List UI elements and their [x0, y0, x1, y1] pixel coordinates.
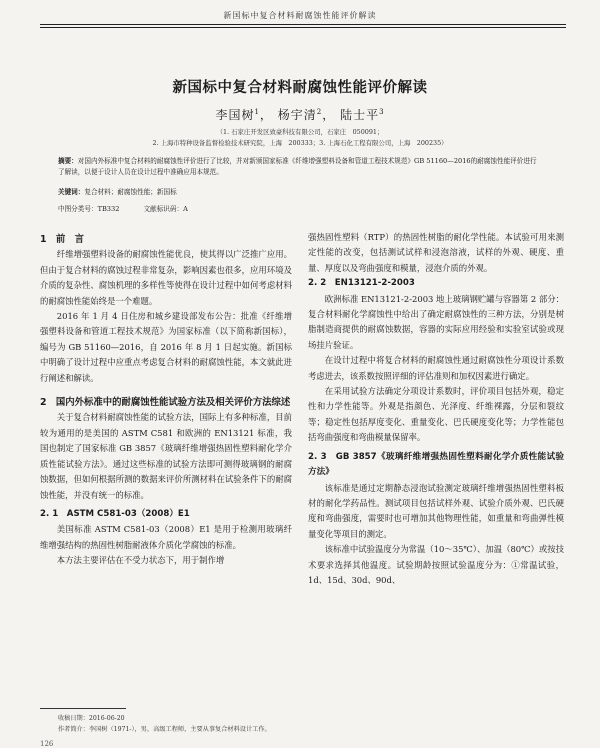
footnote-received: 收稿日期：2016-06-20 — [58, 715, 125, 722]
paragraph: 2016 年 1 月 4 日住房和城乡建设部发布公告：批准《纤维增强塑料设备和管道工程技术规范》为国家标准（以下简称新国标），编号为 GB 51160—2016，自 2016 年 8 月 1 日起实施。新国标中明确了设计过程中应重点考虑复合材料的耐腐蚀性能，本文就此进行阐述和解读。 — [40, 311, 292, 383]
paragraph: 纤维增强塑料设备的耐腐蚀性能优良，使其得以广泛推广应用。但由于复合材料的腐蚀过程非常复杂，影响因素也很多，应用环境及介质的复杂性、腐蚀机理的多样性等使得在设计过程中如何考虑材料的耐腐蚀性能始终是一个难题。 — [40, 249, 292, 306]
author-name: 杨宇清 — [277, 108, 317, 122]
abstract-label: 摘要： — [58, 157, 78, 165]
article-title: 新国标中复合材料耐腐蚀性能评价解读 — [172, 80, 428, 96]
footnote-author: 作者简介：李国树（1971-），男，高级工程师，主要从事复合材料设计工作。 — [58, 726, 271, 733]
paragraph: 该标准中试验温度分为常温（10～35℃）、加温（80℃）或按技术要求选择其他温度。试验期龄按照试验温度分为：①常温试验，1d、15d、30d、90d、 — [308, 544, 564, 585]
footnote-rule — [40, 708, 126, 709]
right-column — [308, 230, 564, 588]
author-name: 李国树 — [215, 108, 255, 122]
paragraph: 本方法主要评估在不受力状态下，用于制作增 — [56, 555, 225, 566]
paragraph: 在采用试验方法确定分项设计系数时，评价项目包括外观，稳定性和力学性能等。外观是指颜色、光泽度、纤维裸露，分层和裂纹等；稳定性包括厚度变化、重量变化、巴氏硬度变化等；力学性能包括弯曲强度和弯曲模量保留率。 — [308, 386, 564, 443]
paragraph: 在设计过程中将复合材料的耐腐蚀性通过耐腐蚀性分项设计系数考虑进去，该系数按照评细的评估准则和加权因素进行确定。 — [308, 355, 564, 381]
section-heading: 2 国内外标准中的耐腐蚀性能试验方法及相关评价方法综述 — [40, 397, 291, 409]
doc-code-value: A — [183, 205, 188, 213]
header-rule-thin — [40, 27, 566, 28]
left-column — [40, 232, 292, 569]
doc-code-label: 文献标识码： — [143, 205, 184, 213]
subsection-heading: 2. 2 EN13121-2-2003 — [308, 278, 415, 289]
page-number: 126 — [40, 740, 54, 748]
section-heading: 1 前 言 — [40, 234, 85, 245]
author-affil-mark: 1 — [254, 108, 260, 116]
author-affil-mark: 3 — [379, 108, 385, 116]
abstract-text: 对国内外标准中复合材料的耐腐蚀性评价进行了比较，并对新颁国家标准《纤维增强塑料设备和管道工程技术规范》GB 51160—2016的耐腐蚀性能评价进行了解读，以便于设计人员在设计过程中准确应用本规范。 — [58, 157, 537, 176]
header-rule — [40, 24, 566, 25]
author-line: 李国树$^1$， 杨宇清$^2$， 陆士平$^3$ — [215, 108, 385, 122]
running-header: 新国标中复合材料耐腐蚀性能评价解读 — [223, 11, 377, 20]
paragraph: 美国标准 ASTM C581-03（2008）E1 是用于检测用玻璃纤维增强结构的热固性树脂耐液体介质化学腐蚀的标准。 — [40, 524, 292, 550]
classification-line — [58, 203, 210, 213]
paragraph: 关于复合材料耐腐蚀性能的试验方法，国际上有多种标准，目前较为通用的是美国的 ASTM C581 和欧洲的 EN13121 标准，我国也制定了国家标准 GB 3857《玻璃纤维增强热固性塑料耐化学介质性能试验方法》。通过这些标准的试验方法即可测得玻璃钢的耐腐蚀数据，但如何根据所测的数据来评价所测材料在试验条件下的耐腐蚀性能，并没有统一的标准。 — [40, 412, 292, 500]
affiliation-line: （1. 石家庄开发区致豪科技有限公司，石家庄 050091； — [216, 128, 384, 136]
subsection-heading: 2. 3 GB 3857《玻璃纤维增强热固性塑料耐化学介质性能试验方法》 — [308, 451, 564, 478]
cls-value: TB332 — [97, 205, 120, 213]
keywords-label: 关键词： — [58, 188, 85, 196]
paragraph: 强热固性塑料（RTP）的热固性树脂的耐化学性能。本试验可用来测定性能的改变，包括测试试样和浸泡溶液，试样的外观、硬度、重量、厚度以及弯曲强度和模量，浸泡介质的外观。 — [308, 232, 564, 273]
author-name: 陆士平 — [340, 108, 380, 122]
abstract — [58, 156, 540, 178]
paragraph: 欧洲标准 EN13121-2-2003 地上玻璃钢贮罐与容器第 2 部分：复合材料耐化学腐蚀性中给出了确定耐腐蚀性的三种方法，分别是树脂制造商提供的耐腐蚀数据，容器的实际应用经验和实验室试验或现场挂片验证。 — [308, 293, 564, 350]
author-affil-mark: 2 — [316, 108, 323, 116]
keywords-text: 复合材料；耐腐蚀性能；新国标 — [84, 188, 177, 196]
affiliation-line: 2. 上海市特种设备监督检验技术研究院，上海 200333；3. 上海石化工程有限公司，上海 200235） — [152, 139, 448, 147]
keywords — [58, 186, 177, 196]
cls-label: 中图分类号： — [58, 205, 98, 213]
paragraph: 该标准是通过定期静态浸泡试验测定玻璃纤维增强热固性塑料板材的耐化学药品性。测试项目包括试样外观、试验介质外观、巴氏硬度和弯曲强度，需要时也可增加其他物理性能，如重量和弯曲弹性模量变化等项目的测定。 — [308, 482, 564, 539]
subsection-heading: 2. 1 ASTM C581-03（2008）E1 — [40, 508, 190, 519]
